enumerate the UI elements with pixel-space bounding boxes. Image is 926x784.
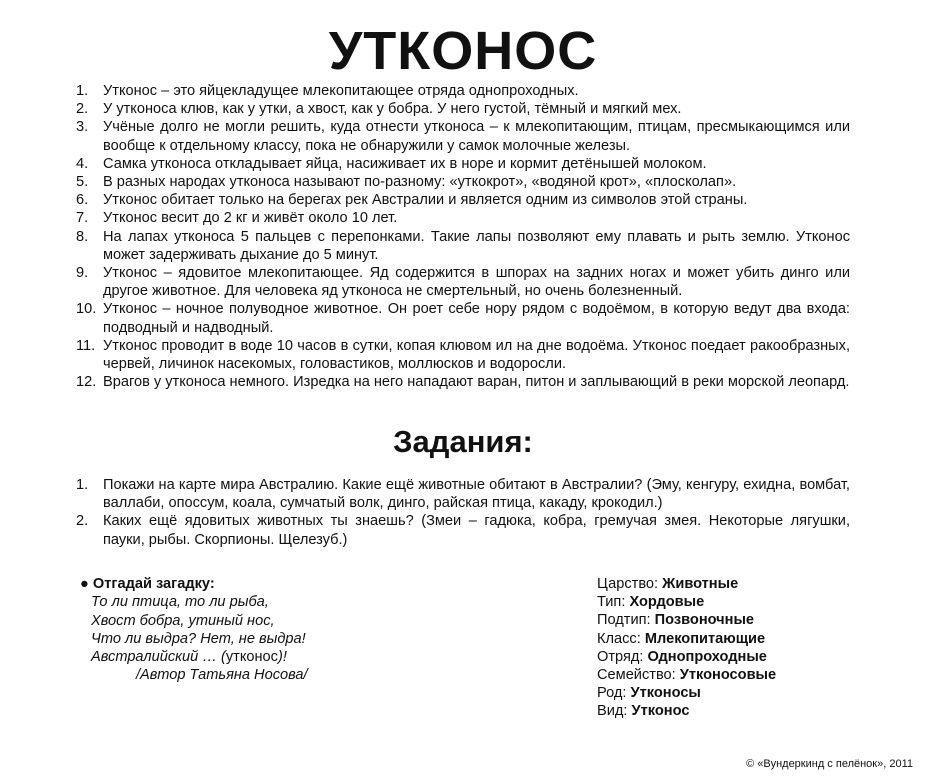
fact-item <box>76 300 850 336</box>
taxonomy-row-order <box>597 648 776 666</box>
taxonomy-label: Тип: <box>597 594 626 611</box>
taxonomy-value: Позвоночные <box>654 612 755 629</box>
fact-text: Утконос – ночное полуводное животное. Он роет себе нору рядом с водоёмом, в которую ведут два входа: подводный и надводный. <box>103 301 850 336</box>
task-text: Покажи на карте мира Австралию. Какие ещё животные обитают в Австралии? (Эму, кенгуру, ехидна, вомбат, валлаби, опоссум, коала, сумчатый волк, динго, райская птица, какаду, крокодил.) <box>103 477 850 512</box>
taxonomy-label: Царство: <box>597 576 659 592</box>
riddle-block <box>80 575 308 685</box>
fact-text: Утконос обитает только на берегах рек Австралии и является одним из символов этой страны. <box>103 192 748 209</box>
taxonomy-row-species <box>597 702 776 720</box>
riddle-last-line <box>80 648 308 666</box>
taxonomy-value: Млекопитающие <box>644 630 766 647</box>
riddle-last-prefix: Австралийский … ( <box>91 649 226 666</box>
taxonomy-label: Вид: <box>597 703 628 720</box>
riddle-author: /Автор Татьяна Носова/ <box>136 667 308 684</box>
fact-item <box>76 264 850 300</box>
copyright-notice: © «Вундеркинд с пелёнок», 2011 <box>746 758 913 770</box>
taxonomy-label: Род: <box>597 685 627 702</box>
taxonomy-value: Хордовые <box>629 594 705 611</box>
fact-item <box>76 173 850 191</box>
fact-number: 6. <box>76 192 89 209</box>
taxonomy-label: Подтип: <box>597 612 651 629</box>
tasks-heading: Задания: <box>393 424 533 459</box>
fact-text: На лапах утконоса 5 пальцев с перепонками. Такие лапы позволяют ему плавать и рыть землю. Утконос может задерживать дыхание до 5 минут. <box>103 228 850 263</box>
taxonomy-value: Утконосовые <box>679 667 777 684</box>
taxonomy-value: Утконос <box>631 703 690 720</box>
fact-item <box>76 228 850 264</box>
fact-number: 7. <box>76 210 89 227</box>
fact-item <box>76 209 850 227</box>
fact-number: 1. <box>76 83 89 99</box>
fact-text: Врагов у утконоса немного. Изредка на него нападают варан, питон и заплывающий в реки морской леопард. <box>103 374 850 391</box>
riddle-last-suffix: )! <box>277 649 287 666</box>
fact-item <box>76 373 850 391</box>
taxonomy-block <box>597 575 776 721</box>
fact-number: 10. <box>76 301 97 318</box>
fact-number: 3. <box>76 119 89 136</box>
fact-number: 11. <box>76 337 96 354</box>
taxonomy-label: Отряд: <box>597 648 644 665</box>
riddle-line: Хвост бобра, утиный нос, <box>91 612 275 629</box>
fact-text: Утконос – это яйцекладущее млекопитающее отряда однопроходных. <box>103 83 579 99</box>
task-item <box>76 476 850 512</box>
taxonomy-row-phylum <box>597 593 776 611</box>
fact-item <box>76 191 850 209</box>
task-item <box>76 512 850 548</box>
fact-number: 4. <box>76 155 89 172</box>
fact-item <box>76 337 850 373</box>
riddle-heading: ● Отгадай загадку: <box>80 576 215 592</box>
taxonomy-value: Утконосы <box>630 685 701 702</box>
fact-item <box>76 118 850 154</box>
riddle-line: То ли птица, то ли рыба, <box>91 594 269 611</box>
taxonomy-value: Животные <box>662 576 739 592</box>
fact-text: Утконос весит до 2 кг и живёт около 10 лет. <box>103 210 398 227</box>
fact-number: 12. <box>76 374 97 391</box>
riddle-answer: утконос <box>225 649 278 666</box>
page-title: УТКОНОС <box>328 21 598 81</box>
fact-text: Самка утконоса откладывает яйца, насиживает их в норе и кормит детёнышей молоком. <box>103 155 707 172</box>
fact-number: 9. <box>76 265 89 282</box>
taxonomy-row-class <box>597 630 776 648</box>
fact-item <box>76 100 850 118</box>
fact-text: Утконос – ядовитое млекопитающее. Яд содержится в шпорах на задних ногах и может убить динго или другое животное. Для человека яд утконоса не смертельный, но очень болезненный. <box>103 265 850 300</box>
taxonomy-label: Семейство: <box>597 667 676 684</box>
taxonomy-row-genus <box>597 684 776 702</box>
fact-number: 5. <box>76 174 89 191</box>
taxonomy-row-family <box>597 666 776 684</box>
task-number: 1. <box>76 477 89 493</box>
fact-item <box>76 155 850 173</box>
task-text: Каких ещё ядовитых животных ты знаешь? (Змеи – гадюка, кобра, гремучая змея. Некоторые лягушки, пауки, рыбы. Скорпионы. Щелезуб.) <box>103 513 850 548</box>
task-number: 2. <box>76 513 89 530</box>
taxonomy-row-kingdom <box>597 575 776 593</box>
fact-number: 2. <box>76 101 89 118</box>
taxonomy-value: Однопроходные <box>647 648 767 665</box>
fact-number: 8. <box>76 228 89 245</box>
taxonomy-row-subphylum <box>597 611 776 629</box>
tasks-list <box>76 476 850 549</box>
riddle-line: Что ли выдра? Нет, не выдра! <box>91 630 306 647</box>
fact-text: Утконос проводит в воде 10 часов в сутки, копая клювом ил на дне водоёма. Утконос поедает ракообразных, червей, личинок насекомых, головастиков, моллюсков и водоросли. <box>103 337 850 373</box>
fact-item <box>76 82 850 100</box>
taxonomy-label: Класс: <box>597 630 641 647</box>
fact-text: В разных народах утконоса называют по-разному: «уткокрот», «водяной крот», «плосколап». <box>103 174 737 191</box>
fact-text: Учёные долго не могли решить, куда отнести утконоса – к млекопитающим, птицам, пресмыкающимся или вообще к отдельному классу, пока не обнаружили у самок молочные железы. <box>103 119 850 154</box>
facts-list <box>76 82 850 391</box>
fact-text: У утконоса клюв, как у утки, а хвост, как у бобра. У него густой, тёмный и мягкий мех. <box>103 101 682 118</box>
